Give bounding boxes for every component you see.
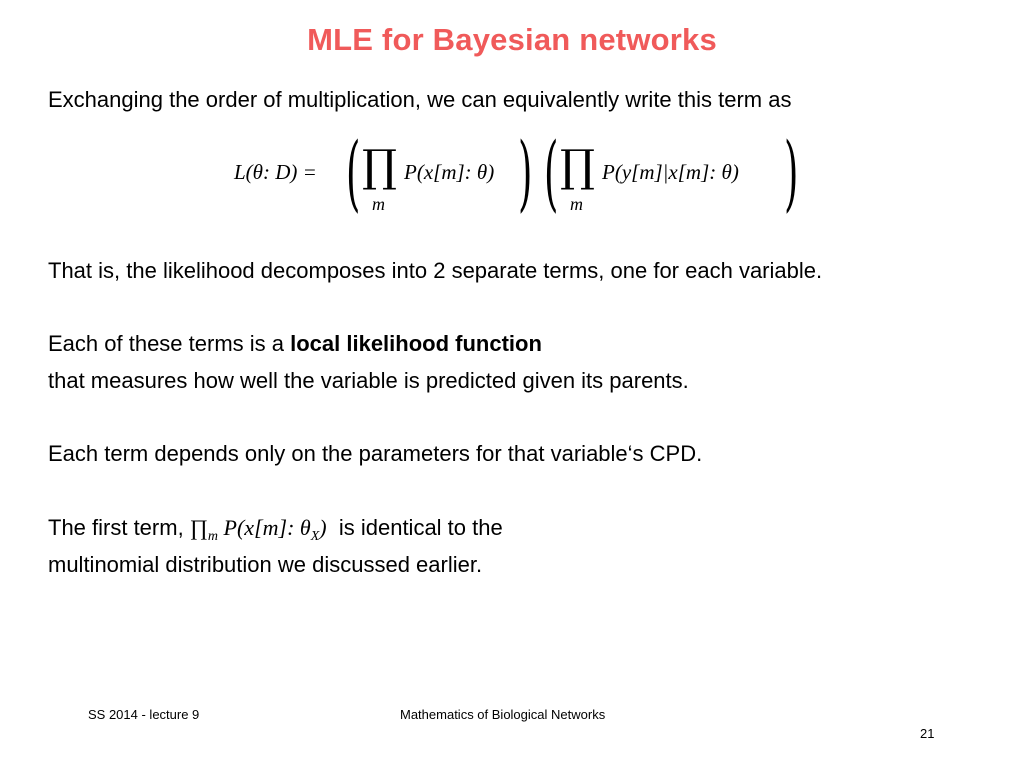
local-likelihood-term: local likelihood function [290, 331, 542, 356]
equation-product-index-2: m [570, 194, 583, 214]
decomposition-text: That is, the likelihood decomposes into 2 separate terms, one for each variable. [48, 258, 823, 283]
equation-term-1: P(x[m]: θ) [404, 160, 495, 184]
equation-open-paren-2: ( [544, 126, 559, 221]
local-likelihood-line [48, 330, 542, 358]
local-likelihood-explanation: that measures how well the variable is predicted given its parents. [48, 368, 689, 393]
footer-lecture: SS 2014 - lecture 9 [88, 707, 200, 722]
equation-lhs: L(θ: D) = [234, 160, 317, 184]
equation-close-paren-2: ) [784, 126, 799, 221]
first-term-body: P(x[m]: θ [218, 515, 311, 540]
equation-term-2: P(y[m]|x[m]: θ) [602, 160, 739, 184]
footer-course: Mathematics of Biological Networks [400, 707, 606, 722]
intro-text: Exchanging the order of multiplication, we can equivalently write this term as [48, 87, 792, 112]
equation-product-symbol-2: ∏ [560, 141, 596, 192]
equation-close-paren-1: ) [518, 126, 533, 221]
page-number: 21 [920, 726, 935, 741]
equation-product-symbol-1: ∏ [362, 141, 398, 192]
first-term-close: ) [319, 515, 327, 540]
equation-open-paren-1: ( [346, 126, 361, 221]
cpd-dependency-text: Each term depends only on the parameters for that variable‘s CPD. [48, 441, 703, 466]
likelihood-equation [234, 126, 814, 221]
first-term-prefix: The first term, [48, 515, 190, 540]
local-likelihood-prefix: Each of these terms is a [48, 331, 291, 356]
first-term-product-index: m [207, 529, 219, 544]
first-term-product-symbol: ∏ [189, 515, 208, 540]
slide-title: MLE for Bayesian networks [307, 22, 717, 57]
first-term-math [189, 515, 327, 544]
first-term-theta-subscript: X [310, 529, 320, 544]
equation-product-index-1: m [372, 194, 385, 214]
first-term-line [48, 514, 503, 551]
multinomial-text: multinomial distribution we discussed earlier. [48, 552, 483, 577]
first-term-suffix: is identical to the [326, 515, 503, 540]
